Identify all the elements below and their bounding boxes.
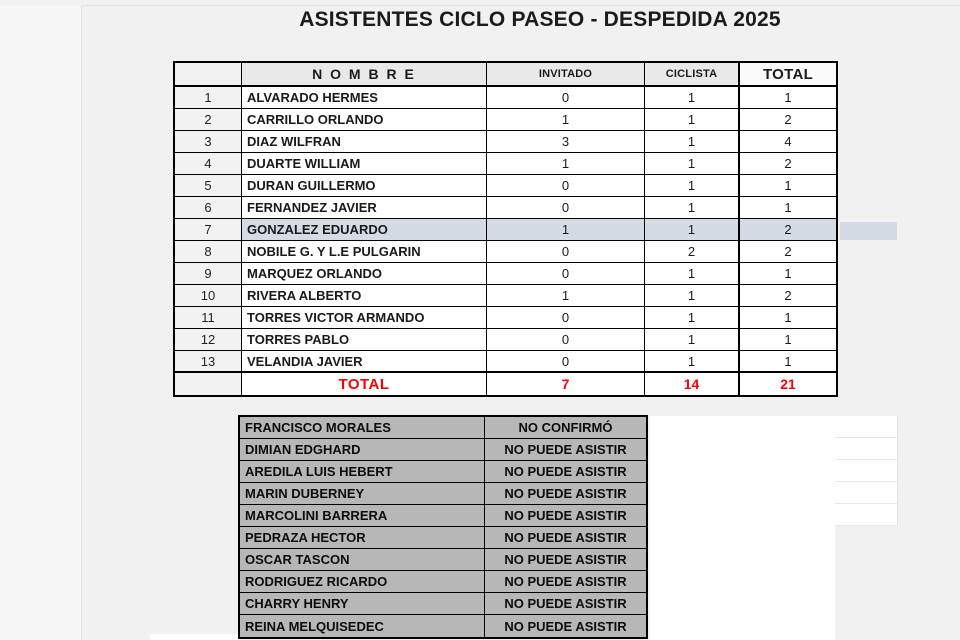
selection-highlight [840, 222, 897, 240]
name-cell[interactable]: DUARTE WILLIAM [242, 153, 487, 175]
invitado-cell[interactable]: 0 [487, 175, 645, 197]
name-cell[interactable]: ALVARADO HERMES [242, 87, 487, 109]
absent-status-cell[interactable]: NO PUEDE ASISTIR [485, 549, 646, 571]
row-number-cell[interactable]: 1 [175, 87, 242, 109]
row-number-cell[interactable]: 8 [175, 241, 242, 263]
header-nombre[interactable]: N O M B R E [242, 63, 487, 87]
empty-cell-strip [150, 634, 238, 640]
name-cell[interactable]: TORRES VICTOR ARMANDO [242, 307, 487, 329]
row-number-cell[interactable]: 13 [175, 351, 242, 373]
ciclista-cell[interactable]: 1 [645, 197, 740, 219]
absent-status-cell[interactable]: NO PUEDE ASISTIR [485, 527, 646, 549]
name-cell[interactable]: DURAN GUILLERMO [242, 175, 487, 197]
empty-cells-region [650, 416, 835, 640]
name-cell-selected[interactable]: GONZALEZ EDUARDO [242, 219, 487, 241]
total-cell[interactable]: 2 [740, 285, 836, 307]
ciclista-cell[interactable]: 1 [645, 153, 740, 175]
total-cell[interactable]: 1 [740, 263, 836, 285]
invitado-cell[interactable]: 1 [487, 109, 645, 131]
invitado-cell[interactable]: 0 [487, 87, 645, 109]
absent-name-cell[interactable]: REINA MELQUISEDEC [240, 615, 485, 637]
absent-name-cell[interactable]: RODRIGUEZ RICARDO [240, 571, 485, 593]
total-cell[interactable]: 2 [740, 109, 836, 131]
invitado-cell-selected[interactable]: 1 [487, 219, 645, 241]
invitado-cell[interactable]: 1 [487, 153, 645, 175]
absent-status-cell[interactable]: NO PUEDE ASISTIR [485, 505, 646, 527]
invitado-cell[interactable]: 0 [487, 351, 645, 373]
ciclista-cell-selected[interactable]: 1 [645, 219, 740, 241]
left-margin-column [0, 5, 82, 640]
invitado-cell[interactable]: 0 [487, 329, 645, 351]
header-ciclista[interactable]: CICLISTA [645, 63, 740, 87]
name-cell[interactable]: CARRILLO ORLANDO [242, 109, 487, 131]
row-number-cell[interactable]: 7 [175, 219, 242, 241]
gridline-horizontal [0, 5, 960, 6]
invitado-cell[interactable]: 0 [487, 263, 645, 285]
ciclista-cell[interactable]: 1 [645, 285, 740, 307]
absent-status-cell[interactable]: NO PUEDE ASISTIR [485, 461, 646, 483]
name-cell[interactable]: DIAZ WILFRAN [242, 131, 487, 153]
total-cell[interactable]: 4 [740, 131, 836, 153]
absent-status-cell[interactable]: NO PUEDE ASISTIR [485, 615, 646, 637]
absent-name-cell[interactable]: MARIN DUBERNEY [240, 483, 485, 505]
total-cell[interactable]: 1 [740, 87, 836, 109]
name-cell[interactable]: TORRES PABLO [242, 329, 487, 351]
ciclista-cell[interactable]: 1 [645, 329, 740, 351]
row-number-cell[interactable]: 6 [175, 197, 242, 219]
total-cell[interactable]: 1 [740, 329, 836, 351]
row-number-cell[interactable]: 12 [175, 329, 242, 351]
absent-table [238, 415, 648, 639]
absent-name-cell[interactable]: PEDRAZA HECTOR [240, 527, 485, 549]
absent-name-cell[interactable]: DIMIAN EDGHARD [240, 439, 485, 461]
ciclista-cell[interactable]: 1 [645, 263, 740, 285]
name-cell[interactable]: VELANDIA JAVIER [242, 351, 487, 373]
invitado-cell[interactable]: 0 [487, 307, 645, 329]
total-cell-selected[interactable]: 2 [740, 219, 836, 241]
invitado-cell[interactable]: 0 [487, 197, 645, 219]
invitado-cell[interactable]: 1 [487, 285, 645, 307]
absent-status-cell[interactable]: NO PUEDE ASISTIR [485, 571, 646, 593]
total-total[interactable]: 21 [780, 376, 796, 392]
row-number-cell[interactable]: 5 [175, 175, 242, 197]
empty-gridded-cells [835, 416, 898, 526]
name-cell[interactable]: NOBILE G. Y L.E PULGARIN [242, 241, 487, 263]
invitado-cell[interactable]: 3 [487, 131, 645, 153]
absent-status-cell[interactable]: NO PUEDE ASISTIR [485, 593, 646, 615]
row-number-cell[interactable]: 3 [175, 131, 242, 153]
row-number-cell[interactable]: 11 [175, 307, 242, 329]
total-ciclista[interactable]: 14 [645, 373, 740, 395]
absent-status-cell[interactable]: NO CONFIRMÓ [485, 417, 646, 439]
invitado-cell[interactable]: 0 [487, 241, 645, 263]
total-cell[interactable]: 1 [740, 197, 836, 219]
ciclista-cell[interactable]: 1 [645, 109, 740, 131]
name-cell[interactable]: MARQUEZ ORLANDO [242, 263, 487, 285]
absent-name-cell[interactable]: MARCOLINI BARRERA [240, 505, 485, 527]
total-row-index-cell[interactable] [175, 373, 242, 395]
total-cell[interactable]: 2 [740, 241, 836, 263]
absent-status-cell[interactable]: NO PUEDE ASISTIR [485, 439, 646, 461]
header-index-cell[interactable] [175, 63, 242, 87]
absent-name-cell[interactable]: FRANCISCO MORALES [240, 417, 485, 439]
main-attendees-table [173, 61, 838, 397]
name-cell[interactable]: FERNANDEZ JAVIER [242, 197, 487, 219]
page-title: ASISTENTES CICLO PASEO - DESPEDIDA 2025 [299, 8, 781, 31]
header-invitado[interactable]: INVITADO [487, 63, 645, 87]
name-cell[interactable]: RIVERA ALBERTO [242, 285, 487, 307]
total-invitado[interactable]: 7 [487, 373, 645, 395]
total-cell[interactable]: 1 [740, 307, 836, 329]
total-cell[interactable]: 1 [740, 175, 836, 197]
total-row-label[interactable]: TOTAL [242, 373, 487, 395]
ciclista-cell[interactable]: 1 [645, 87, 740, 109]
row-number-cell[interactable]: 4 [175, 153, 242, 175]
ciclista-cell[interactable]: 1 [645, 307, 740, 329]
ciclista-cell[interactable]: 1 [645, 131, 740, 153]
ciclista-cell[interactable]: 1 [645, 351, 740, 373]
row-number-cell[interactable]: 10 [175, 285, 242, 307]
absent-name-cell[interactable]: OSCAR TASCON [240, 549, 485, 571]
row-number-cell[interactable]: 2 [175, 109, 242, 131]
header-total[interactable]: TOTAL [740, 63, 836, 87]
absent-status-cell[interactable]: NO PUEDE ASISTIR [485, 483, 646, 505]
total-cell[interactable]: 2 [740, 153, 836, 175]
absent-name-cell[interactable]: CHARRY HENRY [240, 593, 485, 615]
row-number-cell[interactable]: 9 [175, 263, 242, 285]
ciclista-cell[interactable]: 1 [645, 175, 740, 197]
ciclista-cell[interactable]: 2 [645, 241, 740, 263]
total-cell[interactable]: 1 [740, 351, 836, 373]
absent-name-cell[interactable]: AREDILA LUIS HEBERT [240, 461, 485, 483]
